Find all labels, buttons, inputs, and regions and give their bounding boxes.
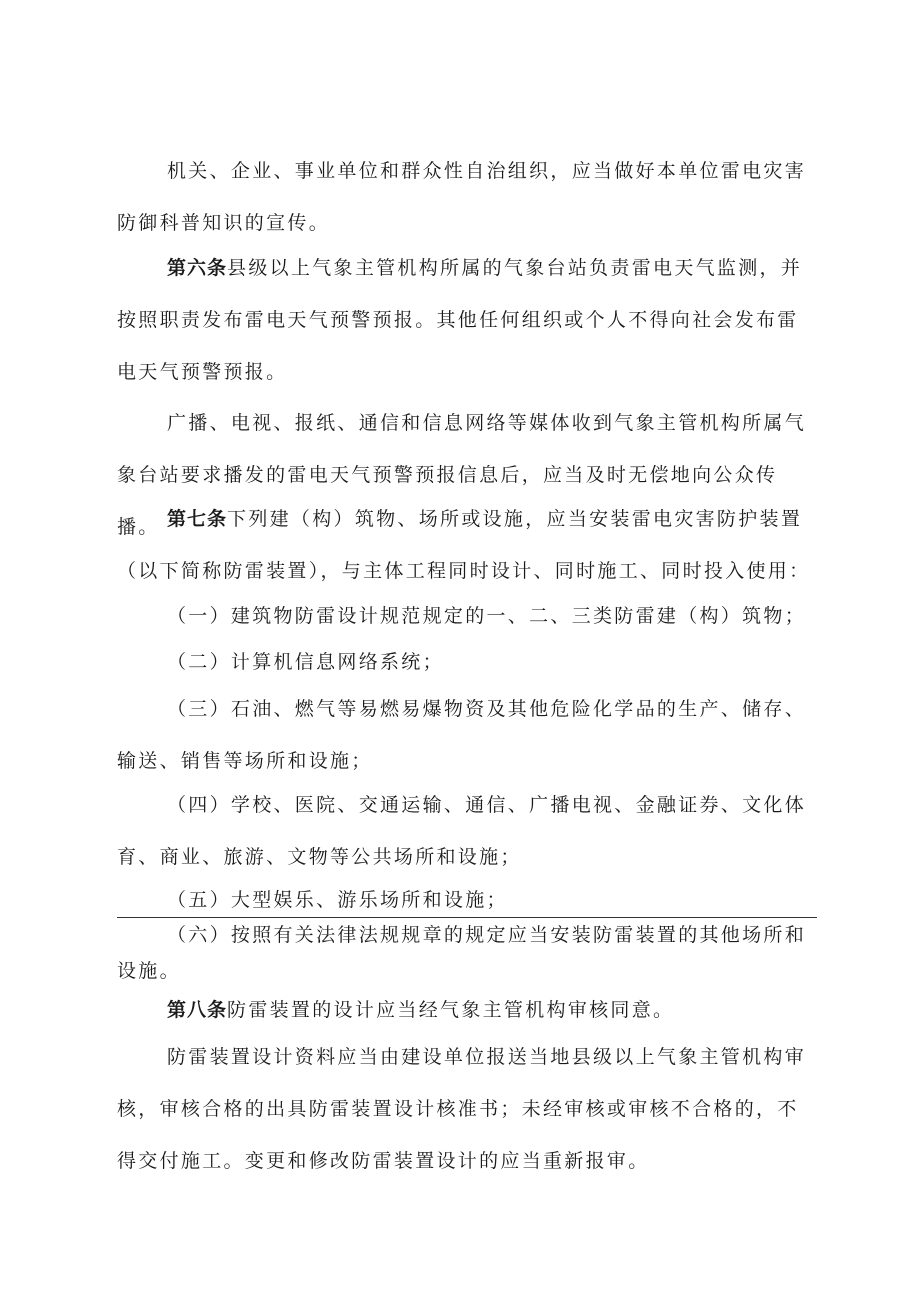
paragraph-text: （二）计算机信息网络系统； — [167, 651, 444, 673]
paragraph-text: （五）大型娱乐、游乐场所和设施； — [167, 889, 508, 911]
paragraph-text: （一）建筑物防雷设计规范规定的一、二、三类防雷建（构）筑物； — [167, 605, 807, 627]
paragraph-text: （三）石油、燃气等易燃易爆物资及其他危险化学品的生产、储存、输送、销售等场所和设施； — [117, 698, 807, 772]
article-heading: 第六条 — [167, 257, 228, 279]
list-item-4 — [117, 779, 817, 883]
paragraph-text: （六）按照有关法律法规规章的规定应当安装防雷装置的其他场所和设施。 — [117, 924, 807, 982]
paragraph-text: 县级以上气象主管机构所属的气象台站负责雷电天气监测，并按照职责发布雷电天气预警预报。其他任何组织或个人不得向社会发布雷电天气预警预报。 — [117, 257, 803, 383]
list-item-3 — [117, 683, 817, 787]
list-item-2 — [117, 636, 817, 688]
paragraph-text: 防雷装置的设计应当经气象主管机构审核同意。 — [227, 999, 675, 1021]
paragraph-text: 下列建（构）筑物、场所或设施，应当安装雷电灾害防护装置（以下简称防雷装置），与主体工程同时设计、同时施工、同时投入使用： — [117, 508, 811, 582]
paragraph-design-review — [117, 1031, 817, 1187]
article-heading: 第八条 — [167, 999, 228, 1021]
paragraph-text: （四）学校、医院、交通运输、通信、广播电视、金融证券、文化体育、商业、旅游、文物等公共场所和设施； — [117, 794, 807, 868]
list-item-6 — [117, 917, 817, 989]
article-heading: 第七条 — [167, 508, 228, 530]
paragraph-publicity — [117, 145, 817, 249]
list-item-1 — [117, 590, 817, 642]
article-six — [117, 242, 817, 398]
paragraph-text: 机关、企业、事业单位和群众性自治组织，应当做好本单位雷电灾害防御科普知识的宣传。 — [117, 160, 807, 234]
article-seven — [117, 493, 817, 597]
article-eight — [117, 984, 817, 1036]
paragraph-text: 广播、电视、报纸、通信和信息网络等媒体收到气象主管机构所属气象台站要求播发的雷电天气预警预报信息后，应当及时无偿地向公众传播。 — [117, 412, 807, 538]
paragraph-text: 防雷装置设计资料应当由建设单位报送当地县级以上气象主管机构审核，审核合格的出具防雷装置设计核准书；未经审核或审核不合格的，不得交付施工。变更和修改防雷装置设计的应当重新报审。 — [117, 1046, 807, 1172]
